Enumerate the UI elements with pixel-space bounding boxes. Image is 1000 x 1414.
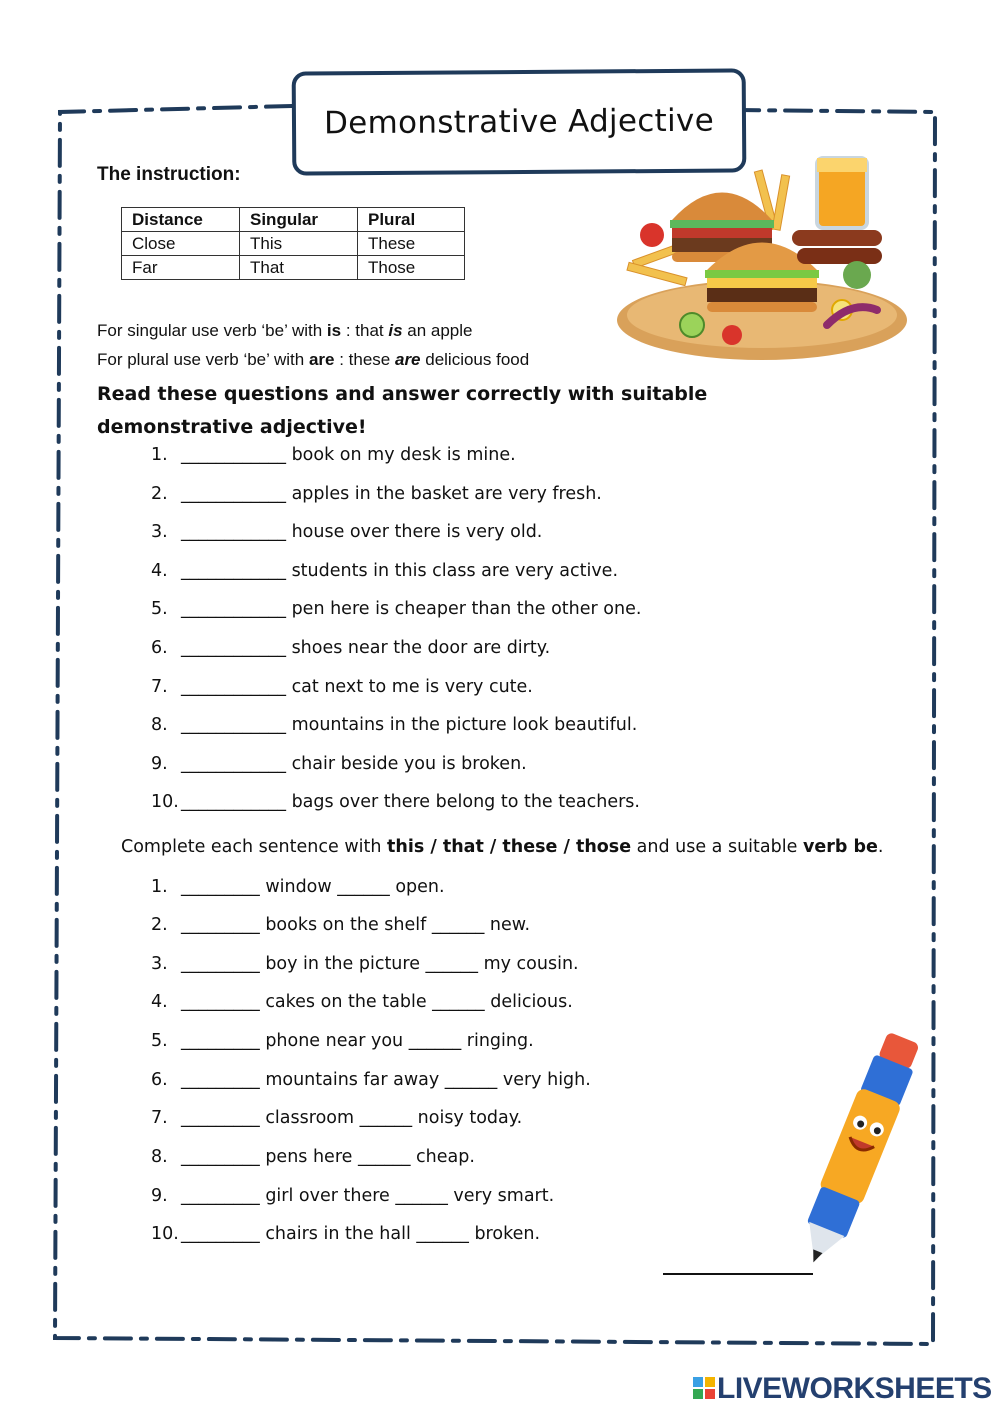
- question-text: mountains in the picture look beautiful.: [286, 715, 638, 735]
- question-text: phone near you: [259, 1031, 409, 1051]
- instruction-text: Complete each sentence with: [121, 837, 388, 857]
- question-text: bags over there belong to the teachers.: [286, 792, 640, 812]
- question-text: mountains far away: [259, 1070, 445, 1090]
- task2-instruction: [121, 837, 883, 857]
- answer-blank[interactable]: _________: [181, 877, 260, 897]
- singular-note: [97, 321, 473, 341]
- answer-blank[interactable]: _________: [181, 992, 260, 1012]
- question-text: boy in the picture: [259, 954, 426, 974]
- list-item: [151, 992, 573, 1012]
- question-number: 7.: [151, 1108, 168, 1128]
- table-row: [122, 256, 465, 280]
- question-number: 2.: [151, 484, 168, 504]
- verb-blank[interactable]: ______: [416, 1224, 469, 1244]
- plural-note: [97, 350, 529, 370]
- question-text: noisy today.: [412, 1108, 523, 1128]
- list-item: [151, 599, 641, 619]
- answer-blank[interactable]: _________: [181, 1224, 260, 1244]
- answer-blank[interactable]: _________: [181, 1186, 260, 1206]
- question-text: cheap.: [410, 1147, 475, 1167]
- list-item: [151, 445, 516, 465]
- answer-blank[interactable]: _________: [181, 954, 260, 974]
- question-number: 3.: [151, 954, 168, 974]
- answer-blank[interactable]: ____________: [181, 754, 286, 774]
- question-text: ringing.: [461, 1031, 534, 1051]
- verb-blank[interactable]: ______: [395, 1186, 448, 1206]
- question-number: 1.: [151, 877, 168, 897]
- question-text: students in this class are very active.: [286, 561, 619, 581]
- list-item: [151, 915, 530, 935]
- question-text: books on the shelf: [259, 915, 432, 935]
- question-text: cat next to me is very cute.: [286, 677, 533, 697]
- list-item: [151, 677, 533, 697]
- list-item: [151, 1031, 534, 1051]
- question-text: open.: [389, 877, 445, 897]
- answer-blank[interactable]: _________: [181, 915, 260, 935]
- question-number: 3.: [151, 522, 168, 542]
- question-text: book on my desk is mine.: [286, 445, 516, 465]
- list-item: [151, 715, 637, 735]
- list-item: [151, 792, 640, 812]
- verb-blank[interactable]: ______: [444, 1070, 498, 1090]
- question-text: chair beside you is broken.: [286, 754, 527, 774]
- list-item: [151, 754, 527, 774]
- question-text: delicious.: [484, 992, 573, 1012]
- question-text: new.: [484, 915, 531, 935]
- table-header-row: [122, 208, 465, 232]
- list-item: [151, 1147, 475, 1167]
- note-text: delicious food: [420, 350, 530, 369]
- answer-blank[interactable]: _________: [181, 1031, 260, 1051]
- page-title: Demonstrative Adjective: [323, 102, 715, 142]
- question-text: my cousin.: [478, 954, 579, 974]
- table-header: Distance: [122, 208, 240, 232]
- note-text: For plural use verb ‘be’ with: [97, 350, 309, 369]
- table-cell: That: [240, 256, 358, 280]
- question-number: 6.: [151, 638, 168, 658]
- question-number: 2.: [151, 915, 168, 935]
- table-cell: This: [240, 232, 358, 256]
- question-number: 10.: [151, 792, 179, 812]
- list-item: [151, 1108, 522, 1128]
- list-item: [151, 1224, 540, 1244]
- table-header: Plural: [358, 208, 465, 232]
- question-number: 9.: [151, 754, 168, 774]
- list-item: [151, 561, 618, 581]
- question-number: 5.: [151, 1031, 168, 1051]
- question-number: 4.: [151, 992, 168, 1012]
- note-text: : these: [334, 350, 395, 369]
- question-number: 4.: [151, 561, 168, 581]
- task1-instruction: Read these questions and answer correctly with suitable demonstrative adjective!: [97, 383, 708, 438]
- instruction-heading: The instruction:: [97, 164, 241, 185]
- verb-blank[interactable]: ______: [425, 954, 479, 974]
- signature-line: [663, 1273, 813, 1275]
- question-text: very high.: [497, 1070, 591, 1090]
- list-item: [151, 522, 542, 542]
- question-text: pens here: [259, 1147, 358, 1167]
- list-item: [151, 484, 602, 504]
- question-number: 6.: [151, 1070, 168, 1090]
- answer-blank[interactable]: ____________: [181, 445, 286, 465]
- table-cell: Far: [122, 256, 240, 280]
- table-cell: Those: [358, 256, 465, 280]
- table-cell: These: [358, 232, 465, 256]
- answer-blank[interactable]: _________: [181, 1070, 260, 1090]
- question-text: classroom: [259, 1108, 360, 1128]
- question-text: girl over there: [259, 1186, 396, 1206]
- question-number: 9.: [151, 1186, 168, 1206]
- answer-blank[interactable]: ____________: [181, 561, 286, 581]
- cartoon-pen-illustration: [800, 1030, 920, 1280]
- verb-blank[interactable]: ______: [359, 1108, 413, 1128]
- table-cell: Close: [122, 232, 240, 256]
- answer-blank[interactable]: ____________: [181, 484, 286, 504]
- question-text: cakes on the table: [259, 992, 433, 1012]
- question-text: pen here is cheaper than the other one.: [286, 599, 642, 619]
- note-verb: is: [326, 321, 342, 340]
- question-number: 5.: [151, 599, 168, 619]
- answer-blank[interactable]: _________: [181, 1147, 260, 1167]
- question-text: chairs in the hall: [259, 1224, 417, 1244]
- list-item: [151, 954, 579, 974]
- question-number: 8.: [151, 715, 168, 735]
- answer-blank[interactable]: ____________: [181, 677, 286, 697]
- question-text: house over there is very old.: [286, 522, 543, 542]
- verb-blank[interactable]: ______: [432, 992, 485, 1012]
- list-item: [151, 877, 445, 897]
- question-number: 1.: [151, 445, 168, 465]
- verb-blank[interactable]: ______: [357, 1147, 411, 1167]
- question-number: 7.: [151, 677, 168, 697]
- question-number: 10.: [151, 1224, 179, 1244]
- note-text: For singular use verb ‘be’ with: [97, 321, 327, 340]
- list-item: [151, 638, 550, 658]
- list-item: [151, 1070, 591, 1090]
- question-text: shoes near the door are dirty.: [286, 638, 551, 658]
- rules-table: [121, 207, 465, 280]
- question-number: 8.: [151, 1147, 168, 1167]
- verb-blank[interactable]: ______: [408, 1031, 462, 1051]
- answer-blank[interactable]: ____________: [181, 715, 286, 735]
- verb-blank[interactable]: ______: [431, 915, 485, 935]
- question-text: apples in the basket are very fresh.: [286, 484, 602, 504]
- table-header: Singular: [240, 208, 358, 232]
- answer-blank[interactable]: ____________: [181, 599, 286, 619]
- question-text: window: [259, 877, 338, 897]
- table-row: [122, 232, 465, 256]
- food-platter-illustration: [612, 150, 912, 365]
- note-verb-example: are: [394, 350, 421, 369]
- answer-blank[interactable]: ____________: [181, 792, 286, 812]
- instruction-verb: verb be: [802, 837, 878, 857]
- question-text: broken.: [468, 1224, 541, 1244]
- list-item: [151, 1186, 554, 1206]
- note-text: : that: [341, 321, 389, 340]
- verb-blank[interactable]: ______: [337, 877, 390, 897]
- note-verb-example: is: [388, 321, 403, 340]
- instruction-text: .: [877, 837, 884, 857]
- instruction-text: and use a suitable: [631, 837, 803, 857]
- question-text: very smart.: [447, 1186, 555, 1206]
- answer-blank[interactable]: _________: [181, 1108, 260, 1128]
- note-verb: are: [308, 350, 335, 369]
- liveworksheets-logo-icon: [693, 1377, 715, 1399]
- instruction-options: this / that / these / those: [387, 837, 632, 857]
- note-text: an apple: [402, 321, 473, 340]
- brand-logo-text[interactable]: LIVEWORKSHEETS: [717, 1372, 992, 1405]
- answer-blank[interactable]: ____________: [181, 638, 286, 658]
- answer-blank[interactable]: ____________: [181, 522, 286, 542]
